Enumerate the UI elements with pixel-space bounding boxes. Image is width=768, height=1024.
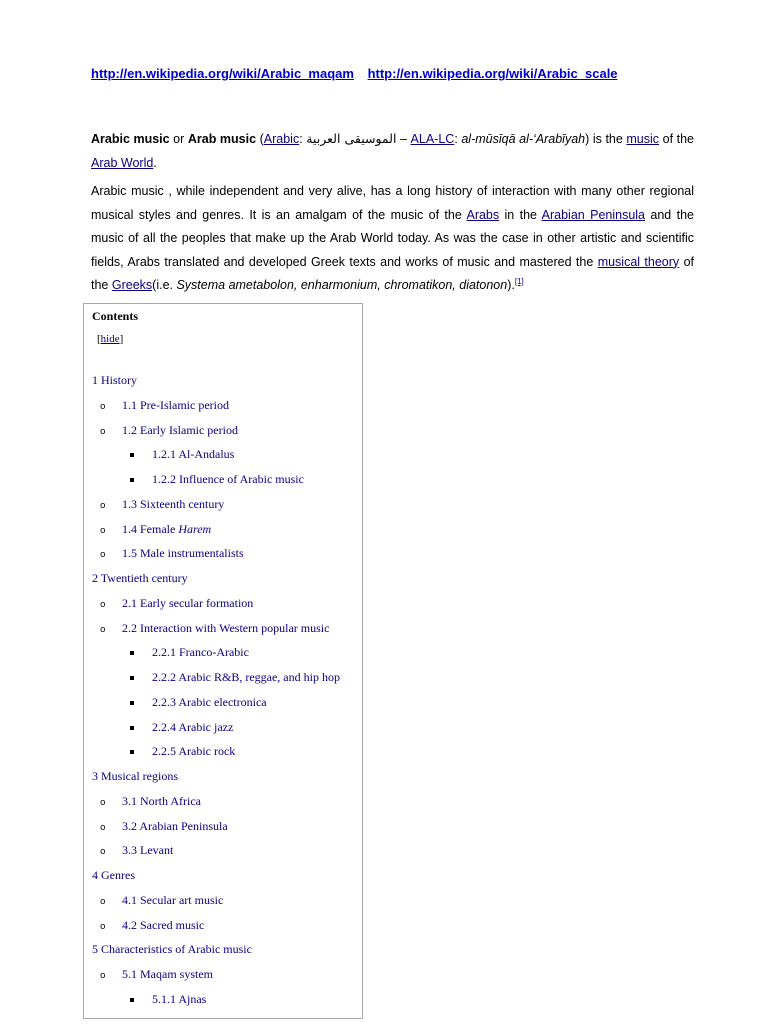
intro-text: : — [454, 132, 462, 146]
toc-link-text: 3.3 Levant — [122, 843, 174, 858]
square-bullet-icon — [130, 644, 152, 664]
reference-link[interactable]: [1] — [514, 276, 524, 286]
toc-link[interactable] — [92, 769, 178, 783]
toc-link-text: 1 History — [92, 373, 137, 387]
toc-item[interactable] — [84, 494, 224, 514]
musical-theory-link[interactable]: musical theory — [597, 254, 680, 269]
para-text: Arabic music , while independent and very alive, has a long history of interaction with many other regional musical styles and genres. It is an amalgam of the music of the — [91, 184, 694, 222]
square-bullet-icon — [130, 471, 152, 491]
arabs-link[interactable]: Arabs — [466, 207, 500, 222]
greeks-link[interactable]: Greeks — [111, 278, 153, 292]
square-bullet-icon — [130, 669, 152, 689]
toc-link[interactable] — [92, 868, 135, 882]
para-text: ). — [507, 278, 515, 292]
toc-item[interactable] — [84, 543, 244, 563]
toc-link-italic: Harem — [178, 521, 212, 536]
toc-link[interactable] — [122, 497, 224, 511]
circle-bullet-icon: o — [100, 971, 106, 981]
toc-item[interactable] — [84, 865, 135, 885]
arabic-script: الموسيقى العربية — [306, 131, 397, 146]
toc-link-text: 2.1 Early secular formation — [122, 595, 254, 610]
toc-link-text: 2.2 Interaction with Western popular music — [122, 620, 330, 635]
toc-link-text: 1.2.1 Al-Andalus — [152, 447, 235, 462]
toc-item[interactable] — [84, 593, 253, 613]
toc-hide-toggle — [97, 333, 123, 345]
toc-item[interactable] — [84, 370, 137, 390]
circle-bullet-icon: o — [100, 822, 106, 833]
toc-link-text: 4.2 Sacred music — [122, 917, 205, 932]
greek-systems: Systema ametabolon, enharmonium, chromatikon, diatonon — [176, 278, 508, 292]
toc-link-text: 1.4 Female — [122, 521, 179, 536]
toc-item[interactable] — [84, 395, 229, 415]
toc-link-text: 3.2 Arabian Peninsula — [122, 818, 228, 833]
toc-link[interactable] — [122, 893, 223, 907]
toc-link[interactable] — [122, 967, 213, 981]
table-of-contents — [83, 303, 363, 1019]
toc-link[interactable] — [122, 819, 228, 833]
toc-link-text: 2 Twentieth century — [92, 571, 188, 585]
header-links — [91, 66, 628, 81]
toc-link[interactable] — [152, 447, 234, 461]
toc-link-text: 2.2.1 Franco-Arabic — [152, 645, 249, 660]
square-bullet-icon — [130, 446, 152, 466]
circle-bullet-icon: o — [100, 624, 106, 635]
toc-link-text: 4 Genres — [92, 868, 135, 882]
square-bullet-icon — [130, 694, 152, 714]
toc-link[interactable] — [152, 992, 206, 1006]
toc-item[interactable] — [84, 519, 211, 539]
arabic-link[interactable]: Arabic — [263, 132, 300, 146]
intro-text: ( — [256, 132, 264, 146]
toc-link[interactable] — [122, 596, 253, 610]
para-text: in the — [499, 207, 542, 222]
intro-text: : — [299, 132, 307, 146]
history-paragraph — [91, 180, 694, 298]
toc-link-text: 1.2 Early Islamic period — [122, 422, 238, 437]
para-text: of the — [91, 254, 694, 292]
toc-item[interactable] — [84, 692, 267, 712]
bold-arabic-music: Arabic music — [91, 132, 170, 146]
arab-world-link[interactable]: Arab World — [91, 155, 154, 170]
intro-text: – — [396, 132, 411, 146]
toc-item[interactable] — [84, 469, 304, 489]
maqam-link[interactable]: http://en.wikipedia.org/wiki/Arabic_maqam — [91, 66, 354, 81]
toc-item[interactable] — [84, 568, 188, 588]
circle-bullet-icon: o — [100, 401, 106, 412]
toc-item[interactable] — [84, 816, 228, 836]
toc-item[interactable] — [84, 791, 201, 811]
intro-text: . — [153, 155, 157, 170]
toc-item[interactable] — [84, 766, 178, 786]
toc-link[interactable] — [152, 695, 267, 709]
square-bullet-icon — [130, 719, 152, 739]
toc-link-text: 3 Musical regions — [92, 769, 178, 783]
toc-link-text: 1.3 Sixteenth century — [122, 496, 225, 511]
toc-link[interactable] — [152, 744, 235, 758]
toc-item[interactable] — [84, 915, 204, 935]
circle-bullet-icon: o — [100, 599, 106, 610]
circle-bullet-icon: o — [100, 797, 106, 808]
toc-item[interactable] — [84, 989, 206, 1009]
toc-link-text: 5.1.1 Ajnas — [152, 991, 207, 1006]
toc-link-text: 2.2.2 Arabic R&B, reggae, and hip hop — [152, 670, 340, 684]
intro-text: ) is the — [585, 132, 627, 146]
toc-item[interactable] — [84, 840, 173, 860]
toc-link[interactable] — [92, 373, 137, 387]
circle-bullet-icon: o — [100, 921, 106, 932]
toc-link[interactable] — [92, 942, 252, 956]
toc-item[interactable] — [84, 890, 223, 910]
toc-link-text: 5.1 Maqam system — [122, 967, 213, 981]
circle-bullet-icon: o — [100, 525, 106, 536]
toc-link-text: 4.1 Secular art music — [122, 892, 224, 907]
toc-item[interactable] — [84, 642, 249, 662]
toc-link-text: 2.2.4 Arabic jazz — [152, 719, 234, 734]
toc-link[interactable] — [122, 398, 229, 412]
toc-item[interactable] — [84, 444, 234, 464]
intro-text: of the — [659, 132, 694, 146]
circle-bullet-icon: o — [100, 847, 106, 858]
scale-link[interactable]: http://en.wikipedia.org/wiki/Arabic_scale — [367, 66, 618, 81]
para-text: and the music of all the peoples that make up the Arab World today. As was the case in other artistic and scientific fields, Arabs translated and developed Greek texts and works of music and mastered the — [91, 207, 694, 269]
toc-item[interactable] — [84, 964, 213, 984]
toc-link[interactable] — [152, 670, 340, 684]
toc-link[interactable] — [122, 621, 329, 635]
ala-lc-link[interactable]: ALA-LC — [410, 132, 455, 146]
intro-text: or — [169, 132, 188, 146]
toc-link-text: 1.2.2 Influence of Arabic music — [152, 472, 304, 486]
toc-link-text: 2.2.3 Arabic electronica — [152, 694, 267, 709]
music-link[interactable]: music — [626, 132, 660, 146]
bracket: ] — [119, 333, 124, 345]
circle-bullet-icon: o — [100, 426, 106, 437]
hide-link[interactable]: hide — [100, 333, 120, 345]
square-bullet-icon — [130, 991, 152, 1011]
toc-item[interactable] — [84, 618, 329, 638]
toc-link[interactable] — [122, 522, 211, 536]
toc-link[interactable] — [122, 843, 173, 857]
circle-bullet-icon: o — [100, 500, 106, 511]
circle-bullet-icon: o — [100, 896, 106, 907]
intro-paragraph — [91, 127, 694, 175]
para-text: (i.e. — [152, 278, 177, 292]
transliteration: al-mūsīqā al-‘Arabīyah — [461, 132, 586, 146]
toc-item[interactable] — [84, 667, 340, 687]
bracket: [ — [97, 333, 101, 345]
toc-link[interactable] — [92, 571, 188, 585]
bold-arab-music: Arab music — [187, 132, 257, 146]
toc-link[interactable] — [152, 645, 249, 659]
toc-link[interactable] — [122, 918, 204, 932]
toc-link[interactable] — [122, 423, 238, 437]
toc-link-text: 3.1 North Africa — [122, 793, 201, 808]
toc-item[interactable] — [84, 741, 235, 761]
circle-bullet-icon: o — [100, 550, 106, 561]
toc-item[interactable] — [84, 717, 233, 737]
toc-link[interactable] — [122, 546, 244, 560]
toc-link-text: 1.1 Pre-Islamic period — [122, 397, 229, 412]
arabian-peninsula-link[interactable]: Arabian Peninsula — [541, 207, 646, 222]
toc-link-text: 5 Characteristics of Arabic music — [92, 942, 252, 957]
toc-link-text: 1.5 Male instrumentalists — [122, 546, 244, 561]
toc-title: Contents — [92, 309, 139, 323]
toc-item[interactable] — [84, 420, 238, 440]
toc-link[interactable] — [122, 794, 201, 808]
toc-link-text: 2.2.5 Arabic rock — [152, 744, 236, 759]
toc-link[interactable] — [152, 720, 233, 734]
square-bullet-icon — [130, 743, 152, 763]
toc-link[interactable] — [152, 472, 304, 486]
toc-item[interactable] — [84, 939, 252, 959]
